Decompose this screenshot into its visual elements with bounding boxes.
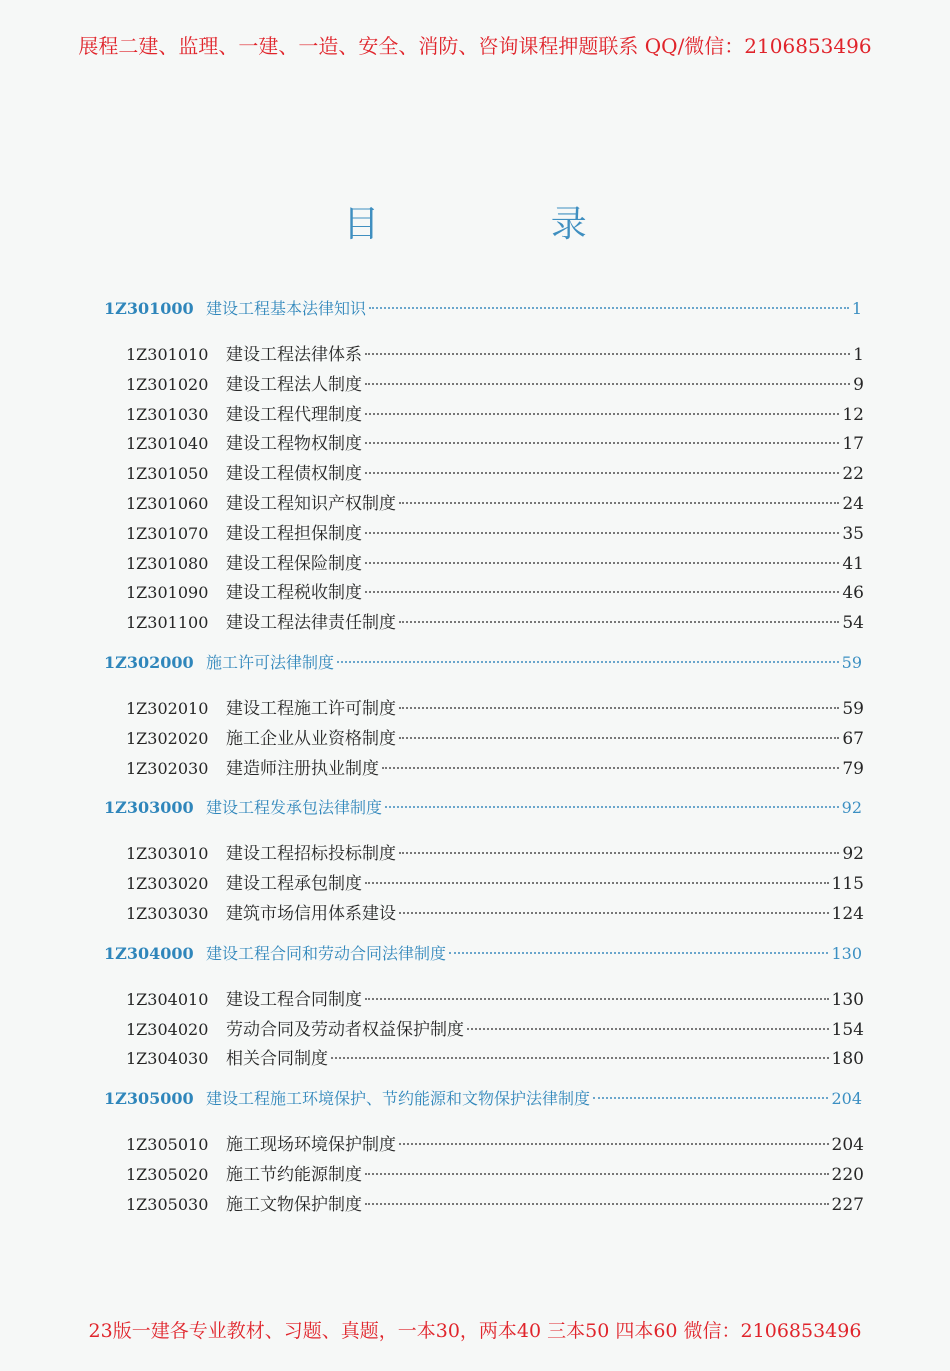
leader-dots — [385, 806, 839, 808]
section-page-number: 41 — [842, 553, 864, 574]
toc-chapter — [0, 795, 950, 928]
section-page-number: 115 — [831, 874, 864, 895]
leader-dots — [365, 353, 850, 355]
toc-chapter-row[interactable] — [104, 1086, 862, 1116]
toc-chapter — [0, 1086, 950, 1219]
leader-dots — [467, 1028, 829, 1030]
section-page-number: 204 — [831, 1135, 864, 1156]
toc-section-row[interactable] — [126, 608, 864, 638]
section-page-number: 12 — [842, 404, 864, 425]
toc-section-row[interactable] — [126, 1160, 864, 1190]
toc-chapter — [0, 941, 950, 1074]
toc-section-row[interactable] — [126, 694, 864, 724]
leader-dots — [365, 1173, 829, 1175]
leader-dots — [365, 383, 850, 385]
section-code: 1Z301020 — [126, 374, 209, 394]
section-title: 建设工程代理制度 — [226, 404, 362, 425]
section-title: 建设工程法律责任制度 — [226, 613, 396, 634]
chapter-code: 1Z302000 — [104, 652, 194, 672]
chapter-code: 1Z301000 — [104, 299, 194, 318]
section-code: 1Z302030 — [126, 758, 209, 778]
toc-section-row[interactable] — [126, 724, 864, 754]
toc-section-list — [0, 839, 950, 928]
section-code: 1Z301050 — [126, 464, 209, 484]
leader-dots — [365, 998, 829, 1000]
section-page-number: 130 — [831, 989, 864, 1010]
section-page-number: 46 — [842, 583, 864, 604]
leader-dots — [337, 661, 839, 663]
toc-section-list — [0, 694, 950, 783]
toc-section-row[interactable] — [126, 370, 864, 400]
toc-section-row[interactable] — [126, 519, 864, 549]
toc-section-row[interactable] — [126, 1044, 864, 1074]
leader-dots — [365, 532, 839, 534]
leader-dots — [449, 952, 828, 954]
section-title: 建设工程施工许可制度 — [226, 698, 396, 719]
toc-section-row[interactable] — [126, 1190, 864, 1220]
section-page-number: 22 — [842, 464, 864, 485]
leader-dots — [331, 1057, 829, 1059]
section-title: 建设工程担保制度 — [226, 523, 362, 544]
chapter-code: 1Z305000 — [104, 1089, 194, 1109]
chapter-page-number: 204 — [831, 1089, 862, 1109]
section-title: 建设工程知识产权制度 — [226, 493, 396, 514]
toc-chapter — [0, 296, 950, 638]
toc-chapter-row[interactable] — [104, 650, 862, 680]
chapter-page-number: 1 — [851, 299, 862, 318]
leader-dots — [365, 882, 829, 884]
section-code: 1Z303020 — [126, 874, 209, 894]
section-page-number: 92 — [842, 844, 864, 865]
section-code: 1Z305020 — [126, 1164, 209, 1184]
toc-section-row[interactable] — [126, 754, 864, 784]
toc-section-row[interactable] — [126, 899, 864, 929]
section-page-number: 54 — [842, 613, 864, 634]
section-code: 1Z301070 — [126, 523, 209, 543]
leader-dots — [399, 912, 829, 914]
toc-section-row[interactable] — [126, 839, 864, 869]
section-page-number: 79 — [842, 758, 864, 779]
toc-chapter-row[interactable] — [104, 941, 862, 971]
section-title: 建设工程税收制度 — [226, 583, 362, 604]
section-code: 1Z303010 — [126, 844, 209, 864]
section-title: 建设工程承包制度 — [226, 874, 362, 895]
leader-dots — [365, 562, 839, 564]
chapter-code: 1Z303000 — [104, 798, 194, 818]
section-page-number: 1 — [853, 345, 864, 365]
toc-section-row[interactable] — [126, 489, 864, 519]
section-title: 建设工程招标投标制度 — [226, 844, 396, 865]
section-code: 1Z304020 — [126, 1019, 209, 1039]
section-title: 建造师注册执业制度 — [226, 758, 379, 779]
section-code: 1Z304030 — [126, 1049, 209, 1069]
section-page-number: 180 — [831, 1049, 864, 1070]
toc-section-row[interactable] — [126, 985, 864, 1015]
section-title: 施工节约能源制度 — [226, 1164, 362, 1185]
section-page-number: 67 — [842, 728, 864, 749]
section-title: 施工文物保护制度 — [226, 1194, 362, 1215]
bottom-watermark-banner: 23版一建各专业教材、习题、真题，一本30，两本40 三本50 四本60 微信：2106853496 — [88, 1320, 862, 1342]
toc-section-row[interactable] — [126, 459, 864, 489]
leader-dots — [399, 707, 839, 709]
leader-dots — [365, 472, 839, 474]
chapter-title: 建设工程发承包法律制度 — [206, 798, 383, 818]
leader-dots — [369, 307, 849, 309]
leader-dots — [399, 737, 839, 739]
leader-dots — [365, 413, 839, 415]
chapter-title: 建设工程施工环境保护、节约能源和文物保护法律制度 — [206, 1089, 591, 1109]
chapter-title: 建设工程合同和劳动合同法律制度 — [206, 943, 447, 963]
section-code: 1Z302010 — [126, 698, 209, 718]
toc-section-row[interactable] — [126, 869, 864, 899]
chapter-title: 施工许可法律制度 — [206, 652, 335, 672]
section-title: 建设工程债权制度 — [226, 464, 362, 485]
section-page-number: 124 — [831, 903, 864, 924]
table-of-contents — [0, 296, 950, 1232]
section-title: 劳动合同及劳动者权益保护制度 — [226, 1019, 464, 1040]
section-title: 施工企业从业资格制度 — [226, 728, 396, 749]
toc-section-row[interactable] — [126, 400, 864, 430]
leader-dots — [399, 621, 839, 623]
section-code: 1Z301090 — [126, 583, 209, 603]
toc-chapter-row[interactable] — [104, 296, 862, 326]
section-title: 建筑市场信用体系建设 — [226, 903, 396, 924]
section-page-number: 35 — [842, 523, 864, 544]
section-code: 1Z304010 — [126, 989, 209, 1009]
section-code: 1Z305010 — [126, 1135, 209, 1155]
chapter-page-number: 92 — [841, 798, 862, 818]
section-title: 相关合同制度 — [226, 1049, 328, 1070]
toc-section-row[interactable] — [126, 1015, 864, 1045]
toc-section-row[interactable] — [126, 549, 864, 579]
section-title: 建设工程合同制度 — [226, 989, 362, 1010]
toc-section-list — [0, 340, 950, 638]
leader-dots — [399, 852, 839, 854]
section-code: 1Z305030 — [126, 1194, 209, 1214]
section-code: 1Z301080 — [126, 553, 209, 573]
section-code: 1Z303030 — [126, 903, 209, 923]
section-title: 建设工程法律体系 — [226, 345, 362, 365]
section-code: 1Z301030 — [126, 404, 209, 424]
leader-dots — [382, 767, 839, 769]
section-page-number: 220 — [831, 1164, 864, 1185]
section-title: 建设工程物权制度 — [226, 434, 362, 455]
leader-dots — [399, 502, 839, 504]
top-watermark-banner: 展程二建、监理、一建、一造、安全、消防、咨询课程押题联系 QQ/微信：2106853496 — [78, 34, 872, 58]
section-title: 施工现场环境保护制度 — [226, 1135, 396, 1156]
toc-section-list — [0, 1130, 950, 1219]
section-page-number: 59 — [842, 698, 864, 719]
page-title: 目 录 — [343, 204, 667, 245]
toc-chapter-row[interactable] — [104, 795, 862, 825]
toc-section-row[interactable] — [126, 1130, 864, 1160]
section-code: 1Z301060 — [126, 493, 209, 513]
section-page-number: 227 — [831, 1194, 864, 1215]
toc-chapter — [0, 650, 950, 783]
section-page-number: 154 — [831, 1019, 864, 1040]
section-code: 1Z301100 — [126, 613, 209, 633]
chapter-page-number: 59 — [841, 652, 862, 672]
leader-dots — [365, 1203, 829, 1205]
toc-section-row[interactable] — [126, 340, 864, 370]
chapter-code: 1Z304000 — [104, 943, 194, 963]
leader-dots — [399, 1143, 829, 1145]
section-code: 1Z301040 — [126, 434, 209, 454]
leader-dots — [365, 442, 839, 444]
section-code: 1Z301010 — [126, 345, 209, 364]
section-title: 建设工程保险制度 — [226, 553, 362, 574]
leader-dots — [365, 591, 839, 593]
section-page-number: 9 — [853, 374, 864, 395]
section-page-number: 17 — [842, 434, 864, 455]
section-title: 建设工程法人制度 — [226, 374, 362, 395]
section-page-number: 24 — [842, 493, 864, 514]
chapter-title: 建设工程基本法律知识 — [206, 299, 367, 318]
toc-section-row[interactable] — [126, 429, 864, 459]
toc-section-list — [0, 985, 950, 1074]
leader-dots — [593, 1097, 828, 1099]
toc-section-row[interactable] — [126, 578, 864, 608]
chapter-page-number: 130 — [831, 943, 862, 963]
section-code: 1Z302020 — [126, 728, 209, 748]
